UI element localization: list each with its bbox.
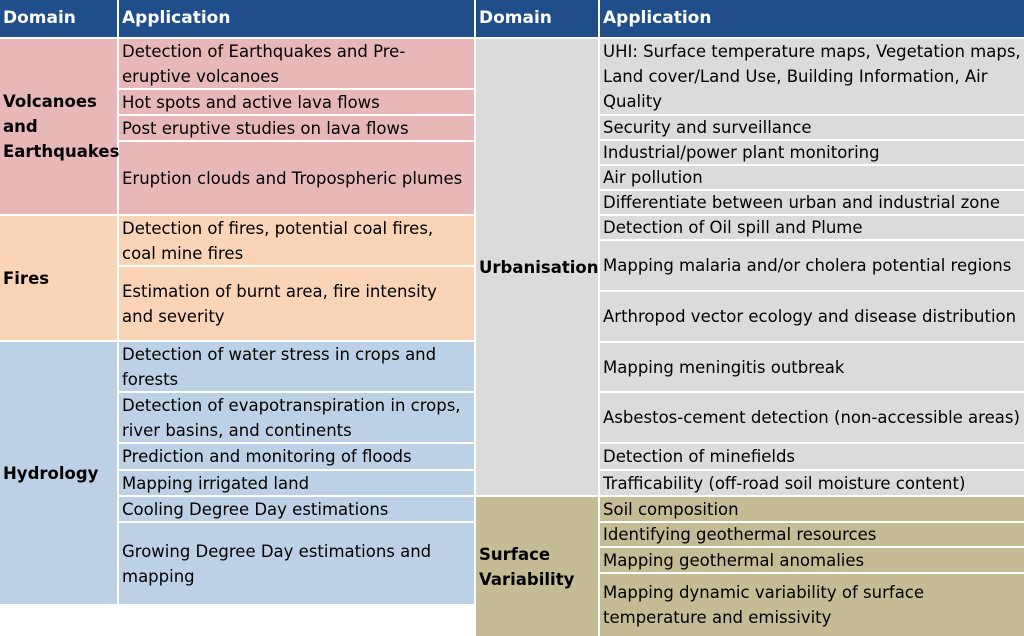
app-row: Differentiate between urban and industrial zone [600,191,1024,216]
app-row: Detection of Oil spill and Plume [600,216,1024,241]
app-row: Hot spots and active lava flows [119,90,476,116]
domain-surface-variability: Surface Variability [476,497,600,636]
app-row: Mapping geothermal anomalies [600,548,1024,574]
app-row: Mapping irrigated land [119,471,476,497]
app-row: Detection of water stress in crops and forests [119,342,476,393]
app-row: Asbestos-cement detection (non-accessible areas) [600,393,1024,444]
domain-fires: Fires [0,216,119,342]
app-row: Cooling Degree Day estimations [119,497,476,523]
app-row: Air pollution [600,166,1024,191]
app-row: Prediction and monitoring of floods [119,444,476,471]
app-row: Mapping malaria and/or cholera potential regions [600,241,1024,292]
header-domain-left: Domain [0,0,119,39]
app-row: Detection of minefields [600,444,1024,471]
domain-urbanisation: Urbanisation [476,39,600,497]
domain-volcanoes-earthquakes: Volcanoes and Earthquakes [0,39,119,216]
app-row: Detection of evapotranspiration in crops, river basins, and continents [119,393,476,444]
app-row: Post eruptive studies on lava flows [119,116,476,142]
app-row: Eruption clouds and Tropospheric plumes [119,142,476,216]
app-row: Identifying geothermal resources [600,523,1024,548]
header-domain-right: Domain [476,0,600,39]
app-row: Estimation of burnt area, fire intensity and severity [119,267,476,342]
app-row: Trafficability (off-road soil moisture content) [600,471,1024,497]
header-application-right: Application [600,0,1024,39]
app-row: Security and surveillance [600,116,1024,141]
app-row: Arthropod vector ecology and disease distribution [600,292,1024,343]
app-row: Industrial/power plant monitoring [600,141,1024,166]
app-row: Mapping meningitis outbreak [600,343,1024,393]
app-row: UHI: Surface temperature maps, Vegetation maps, Land cover/Land Use, Building Information, Air Quality [600,39,1024,116]
app-row: Detection of fires, potential coal fires, coal mine fires [119,216,476,267]
domain-hydrology: Hydrology [0,342,119,606]
app-row: Soil composition [600,497,1024,523]
app-row: Growing Degree Day estimations and mapping [119,523,476,606]
app-row: Detection of Earthquakes and Pre-eruptive volcanoes [119,39,476,90]
app-row: Mapping dynamic variability of surface temperature and emissivity [600,574,1024,636]
header-application-left: Application [119,0,476,39]
